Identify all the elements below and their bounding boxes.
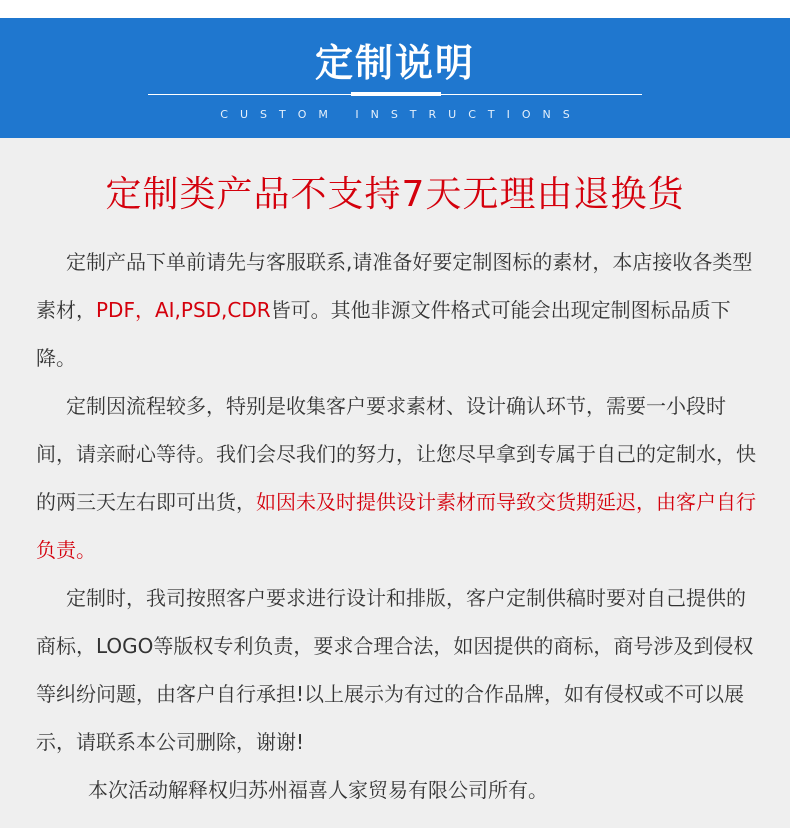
file-formats: PDF，AI,PSD,CDR <box>96 298 271 322</box>
page-title: 定制说明 <box>314 41 475 85</box>
delay-warning: 如因未及时提供设计素材而导致交货期延迟，由客户自行负责。 <box>36 490 756 562</box>
footer-disclaimer: 本次活动解释权归苏州福喜人家贸易有限公司所有。 <box>88 778 548 802</box>
page-subtitle: CUSTOM INSTRUCTIONS <box>220 108 582 121</box>
paragraph-timeline <box>36 382 760 574</box>
no-return-notice: 定制类产品不支持7天无理由退换货 <box>105 174 685 215</box>
paragraph-materials-text-b: 皆可。其他非源文件格式可能会出现定制图标品质下降。 <box>36 298 731 370</box>
paragraph-copyright: 定制时，我司按照客户要求进行设计和排版，客户定制供稿时要对自己提供的商标，LOGO等版权专利负责，要求合理合法，如因提供的商标，商号涉及到侵权等纠纷问题，由客户自行承担!以上展示为有过的合作品牌，如有侵权或不可以展示，请联系本公司删除，谢谢! <box>36 586 754 754</box>
header-banner <box>0 18 790 138</box>
paragraph-timeline-text: 定制因流程较多，特别是收集客户要求素材、设计确认环节，需要一小段时间，请亲耐心等待。我们会尽我们的努力，让您尽早拿到专属于自己的定制水，快的两三天左右即可出货， <box>36 394 756 514</box>
paragraph-materials <box>36 238 760 382</box>
title-divider-accent <box>351 92 441 96</box>
paragraph-materials-text-a: 定制产品下单前请先与客服联系,请准备好要定制图标的素材，本店接收各类型素材， <box>36 250 753 322</box>
content-panel <box>0 138 790 828</box>
